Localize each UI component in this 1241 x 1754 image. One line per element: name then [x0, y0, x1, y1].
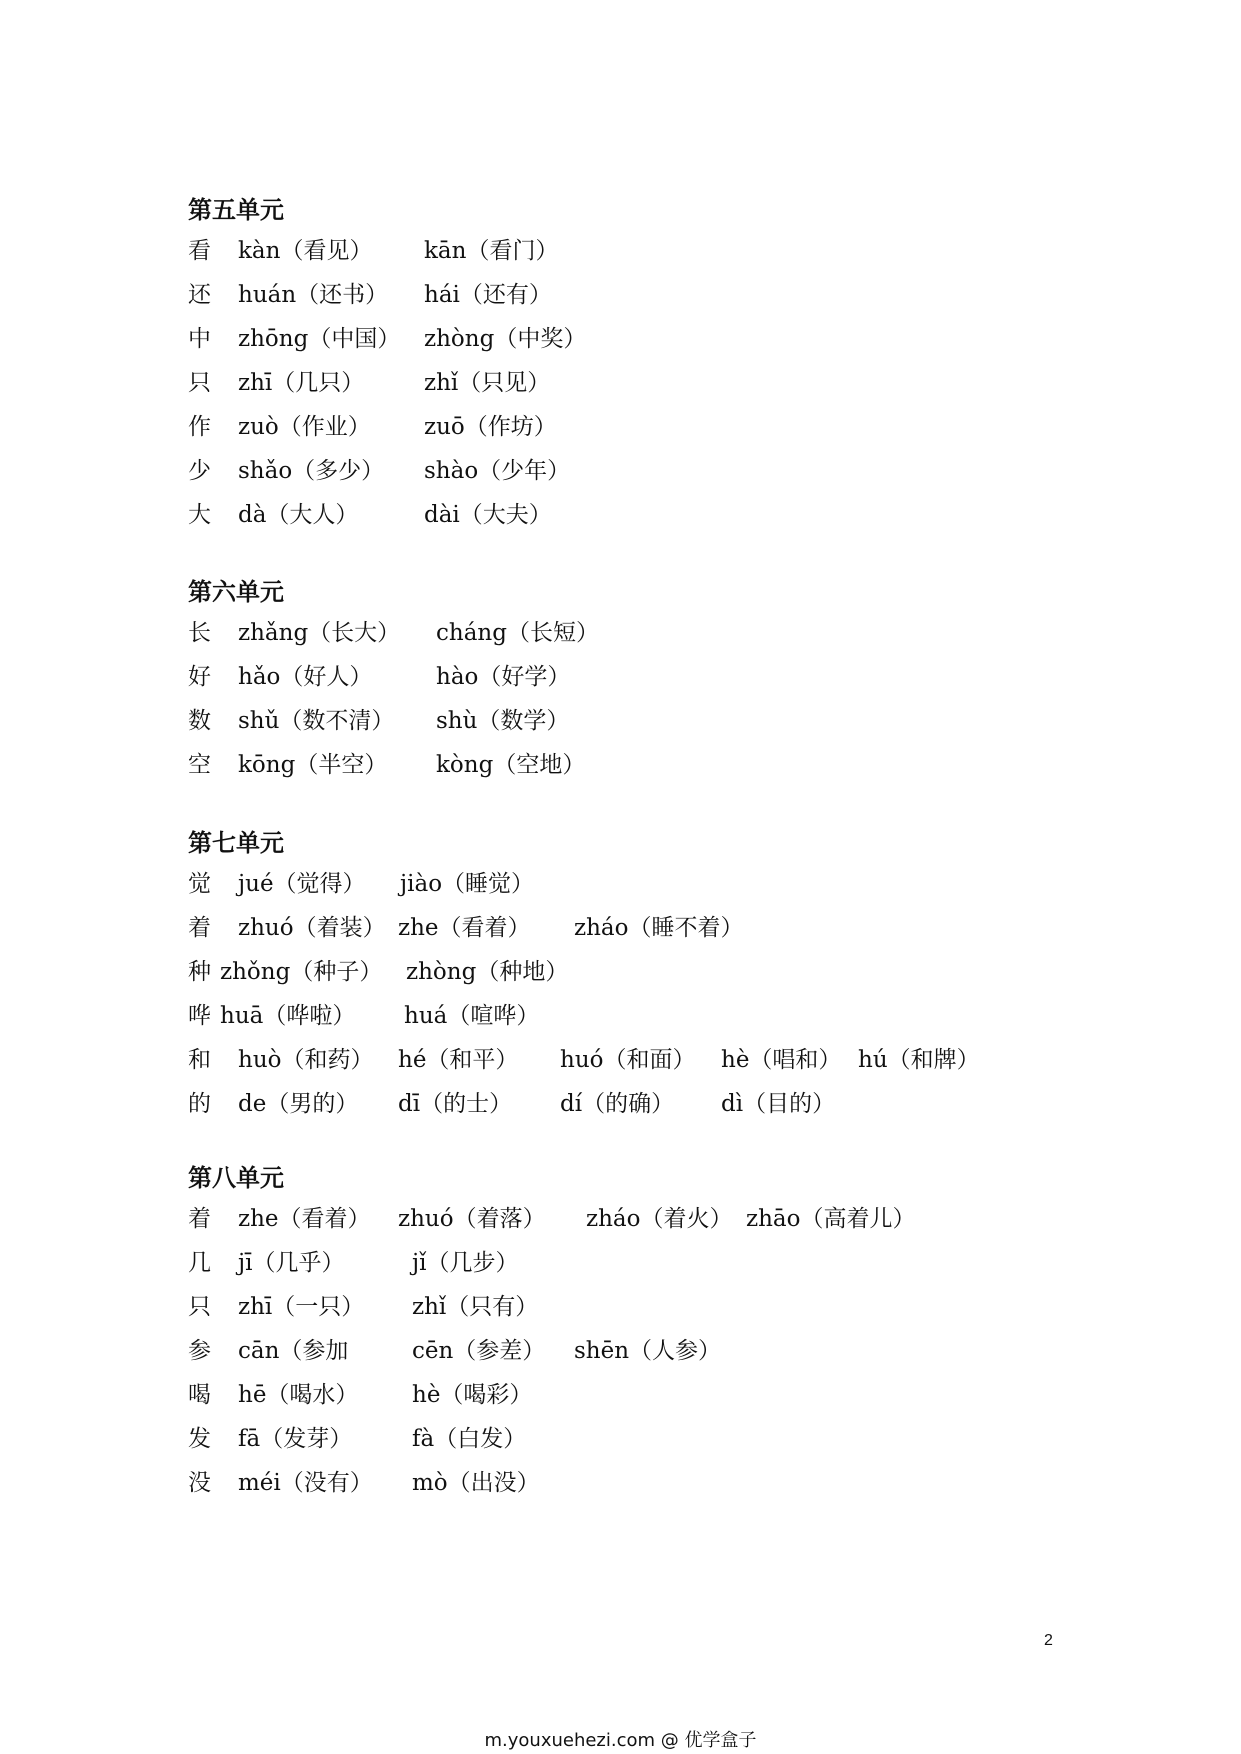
- unit-8: [188, 1163, 916, 1512]
- entry-reading: méi（没有）: [238, 1470, 373, 1496]
- entry-reading: zhī（一只）: [238, 1294, 365, 1320]
- entry-reading: zhǐ（只见）: [424, 370, 551, 396]
- entry-char: 长: [188, 620, 211, 646]
- entry-char: 着: [188, 1206, 211, 1232]
- entry-char: 几: [188, 1250, 211, 1276]
- entry-row: [188, 1292, 539, 1336]
- entry-reading: zuò（作业）: [238, 414, 371, 440]
- entry-reading: cān（参加: [238, 1338, 349, 1364]
- footer-watermark: m.youxuehezi.com @ 优学盒子: [484, 1730, 757, 1751]
- entry-reading: jǐ（几步）: [412, 1250, 519, 1276]
- entry-reading: fā（发芽）: [238, 1426, 353, 1452]
- entry-char: 大: [188, 502, 211, 528]
- entry-reading: hè（喝彩）: [412, 1382, 533, 1408]
- entry-reading: jī（几乎）: [238, 1250, 345, 1276]
- entry-reading: shù（数学）: [436, 708, 570, 734]
- unit-title: 第八单元: [188, 1164, 284, 1192]
- entry-reading: shǎo（多少）: [238, 458, 385, 484]
- entry-reading: shēn（人参）: [574, 1338, 722, 1364]
- entry-reading: kàn（看见）: [238, 238, 373, 264]
- entry-reading: zhòng（种地）: [406, 959, 569, 985]
- entry-char: 数: [188, 708, 211, 734]
- entry-row: [188, 1045, 980, 1089]
- entry-row: [188, 1089, 836, 1133]
- entry-reading: kōng（半空）: [238, 752, 388, 778]
- entry-reading: dì（目的）: [721, 1091, 836, 1117]
- entry-char: 没: [188, 1470, 211, 1496]
- entry-reading: shǔ（数不清）: [238, 708, 395, 734]
- entry-reading: zhuó（着落）: [398, 1206, 546, 1232]
- entry-char: 作: [188, 414, 211, 440]
- entry-char: 只: [188, 1294, 211, 1320]
- entry-char: 空: [188, 752, 211, 778]
- entry-reading: hè（唱和）: [721, 1047, 842, 1073]
- entry-row: [188, 500, 552, 544]
- entry-reading: kān（看门）: [424, 238, 559, 264]
- entry-reading: hé（和平）: [398, 1047, 519, 1073]
- entry-reading: zhāo（高着儿）: [746, 1206, 916, 1232]
- entry-row: [188, 750, 586, 794]
- entry-char: 和: [188, 1047, 211, 1073]
- entry-char: 哗: [188, 1003, 211, 1029]
- entry-char: 喝: [188, 1382, 211, 1408]
- entry-char: 着: [188, 915, 211, 941]
- entry-char: 觉: [188, 871, 211, 897]
- entry-reading: dà（大人）: [238, 502, 359, 528]
- entry-row: [188, 1380, 533, 1424]
- entry-char: 只: [188, 370, 211, 396]
- unit-6: [188, 577, 599, 794]
- entry-reading: zhǎng（长大）: [238, 620, 401, 646]
- entry-char: 发: [188, 1426, 211, 1452]
- entry-reading: mò（出没）: [412, 1470, 540, 1496]
- entry-reading: dī（的士）: [398, 1091, 513, 1117]
- entry-row: [188, 618, 599, 662]
- entry-row: [188, 1248, 519, 1292]
- entry-reading: zhǒng（种子）: [220, 959, 383, 985]
- entry-reading: zháo（睡不着）: [574, 915, 744, 941]
- entry-reading: de（男的）: [238, 1091, 359, 1117]
- unit-title: 第五单元: [188, 196, 284, 224]
- entry-reading: jiào（睡觉）: [400, 871, 535, 897]
- unit-title: 第七单元: [188, 829, 284, 857]
- entry-reading: huò（和药）: [238, 1047, 374, 1073]
- entry-reading: zhe（看着）: [238, 1206, 371, 1232]
- entry-reading: cēn（参差）: [412, 1338, 546, 1364]
- entry-char: 中: [188, 326, 211, 352]
- entry-char: 少: [188, 458, 211, 484]
- entry-row: [188, 869, 535, 913]
- entry-char: 好: [188, 664, 211, 690]
- entry-reading: huán（还书）: [238, 282, 389, 308]
- entry-row: [188, 706, 570, 750]
- entry-reading: zhuó（着装）: [238, 915, 386, 941]
- entry-reading: hú（和牌）: [858, 1047, 980, 1073]
- entry-row: [188, 1336, 722, 1380]
- entry-reading: dí（的确）: [560, 1091, 675, 1117]
- entry-reading: cháng（长短）: [436, 620, 599, 646]
- entry-reading: zhe（看着）: [398, 915, 531, 941]
- entry-char: 还: [188, 282, 211, 308]
- entry-reading: hái（还有）: [424, 282, 552, 308]
- entry-reading: zhòng（中奖）: [424, 326, 587, 352]
- entry-reading: jué（觉得）: [238, 871, 366, 897]
- entry-row: [188, 957, 569, 1001]
- entry-row: [188, 913, 744, 957]
- entry-reading: zhōng（中国）: [238, 326, 401, 352]
- entry-reading: huá（喧哗）: [404, 1003, 540, 1029]
- entry-row: [188, 412, 557, 456]
- entry-reading: hǎo（好人）: [238, 664, 373, 690]
- entry-row: [188, 1468, 540, 1512]
- entry-reading: zhī（几只）: [238, 370, 365, 396]
- entry-char: 种: [188, 959, 211, 985]
- entry-row: [188, 368, 551, 412]
- entry-reading: huó（和面）: [560, 1047, 696, 1073]
- page-number: 2: [1044, 1632, 1053, 1649]
- entry-reading: kòng（空地）: [436, 752, 586, 778]
- entry-reading: fà（白发）: [412, 1426, 527, 1452]
- entry-row: [188, 1424, 527, 1468]
- entry-reading: zhǐ（只有）: [412, 1294, 539, 1320]
- entry-reading: huā（哗啦）: [220, 1003, 356, 1029]
- entry-reading: shào（少年）: [424, 458, 571, 484]
- entry-row: [188, 456, 571, 500]
- entry-row: [188, 280, 552, 324]
- entry-reading: dài（大夫）: [424, 502, 552, 528]
- entry-row: [188, 324, 587, 368]
- entry-reading: zuō（作坊）: [424, 414, 557, 440]
- entry-char: 的: [188, 1091, 211, 1117]
- entry-row: [188, 1204, 916, 1248]
- entry-char: 看: [188, 238, 211, 264]
- entry-row: [188, 236, 559, 280]
- entry-reading: hē（喝水）: [238, 1382, 359, 1408]
- entry-reading: zháo（着火）: [586, 1206, 733, 1232]
- unit-title: 第六单元: [188, 578, 284, 606]
- entry-row: [188, 1001, 540, 1045]
- entry-char: 参: [188, 1338, 211, 1364]
- unit-7: [188, 828, 980, 1133]
- entry-row: [188, 662, 571, 706]
- entry-reading: hào（好学）: [436, 664, 571, 690]
- unit-5: [188, 195, 587, 544]
